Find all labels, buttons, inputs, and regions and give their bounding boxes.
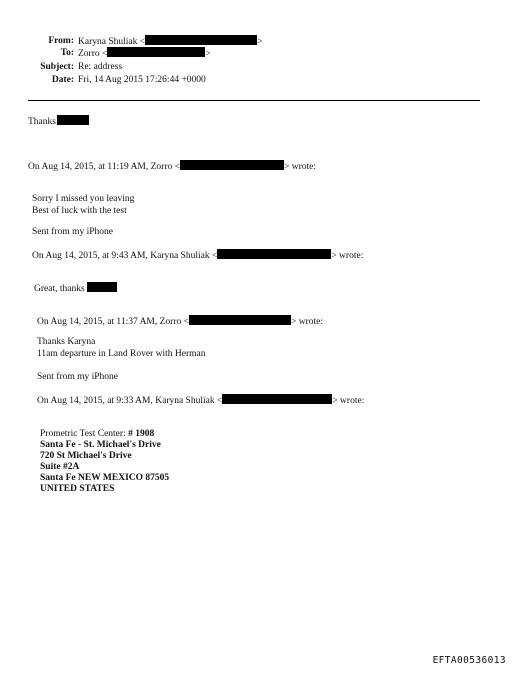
msg3-line2: 11am departure in Land Rover with Herman [37,349,206,359]
redacted-name [87,282,117,292]
subject-value: Re: address [78,62,123,72]
header-to-row [0,47,512,59]
redacted-email [107,47,205,57]
address-center-label: Prometric Test Center: [40,429,129,439]
great-text: Great, thanks [34,284,85,294]
header-subject-row [0,61,512,73]
date-value: Fri, 14 Aug 2015 17:26:44 +0000 [78,75,206,85]
header-from-row [0,35,512,47]
address-line1: Santa Fe - St. Michael's Drive [40,440,161,450]
from-name: Karyna Shuliak < [78,37,146,47]
quote1-intro: On Aug 14, 2015, at 11:19 AM, Zorro < [28,162,180,172]
address-line3: Suite #2A [40,462,80,472]
quote3-intro: On Aug 14, 2015, at 11:37 AM, Zorro < [37,317,189,327]
to-name: Zorro < [78,49,108,59]
msg1-line2: Best of luck with the test [32,206,127,216]
header-divider [28,100,480,101]
from-label: From: [48,36,74,46]
redacted-email [189,315,291,325]
quote2-close: > wrote: [331,251,364,261]
great-line [34,282,117,295]
redacted-name [57,115,89,125]
quote2-intro-line [32,249,363,262]
quote1-intro-line [28,160,316,173]
redacted-email [180,160,284,170]
to-close: > [205,49,211,59]
thanks-text: Thanks [28,117,56,127]
address-line2: 720 St Michael's Drive [40,451,132,461]
redacted-email [222,394,332,404]
msg1-line1: Sorry I missed you leaving [32,194,135,204]
document-id: EFTA00536013 [432,655,506,666]
address-line5: UNITED STATES [40,484,115,494]
from-close: > [257,37,263,47]
subject-label: Subject: [40,62,74,72]
quote4-intro: On Aug 14, 2015, at 9:33 AM, Karyna Shuliak < [37,396,223,406]
date-label: Date: [51,75,74,85]
quote1-close: > wrote: [284,162,317,172]
sent3-line: Sent from my iPhone [37,372,119,382]
address-line4: Santa Fe NEW MEXICO 87505 [40,473,170,483]
quote4-close: > wrote: [332,396,365,406]
to-value [78,47,211,60]
quote2-intro: On Aug 14, 2015, at 9:43 AM, Karyna Shuliak < [32,251,218,261]
address-center-number: # 1908 [128,429,155,439]
redacted-email [217,249,331,259]
sent1-line: Sent from my iPhone [32,227,114,237]
msg3-line1: Thanks Karyna [37,337,96,347]
to-label: To: [60,48,74,58]
redacted-email [145,35,257,45]
quote3-close: > wrote: [291,317,324,327]
thanks-line [28,115,89,128]
quote3-intro-line [37,315,323,328]
quote4-intro-line [37,394,364,407]
header-date-row [0,74,512,86]
